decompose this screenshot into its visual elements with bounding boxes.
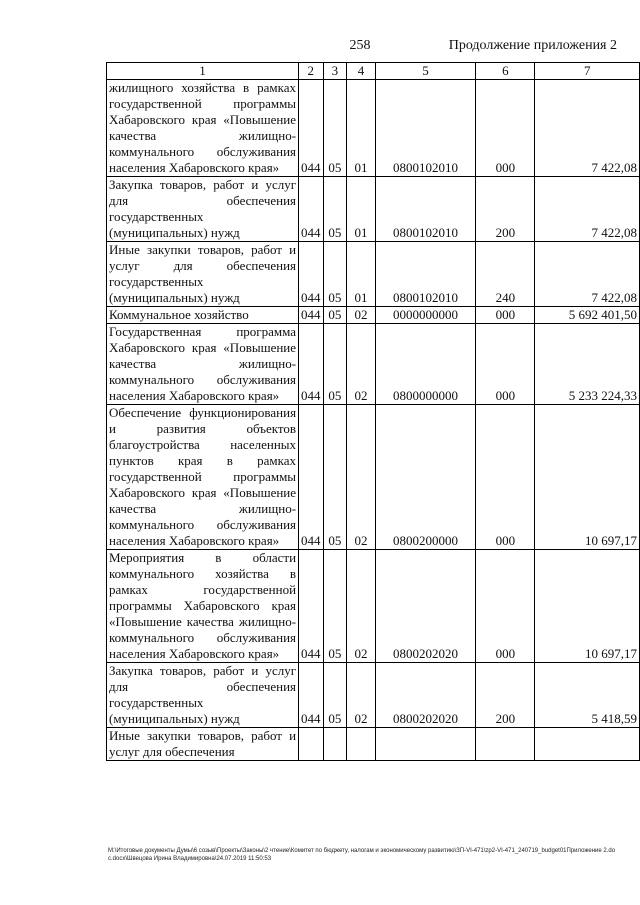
column-header: 7	[535, 63, 640, 80]
subsection-code: 02	[347, 550, 375, 663]
subsection-code	[347, 728, 375, 761]
column-header: 1	[107, 63, 299, 80]
amount	[535, 728, 640, 761]
continuation-label: Продолжение приложения 2	[448, 38, 617, 53]
ministry-code: 044	[299, 80, 324, 177]
row-name: Закупка товаров, работ и услуг для обеспечения государственных (муниципальных) нужд	[107, 663, 299, 728]
amount: 7 422,08	[535, 80, 640, 177]
column-number-row	[107, 63, 640, 80]
table-row	[107, 242, 640, 307]
table-row	[107, 405, 640, 550]
expense-type-code: 000	[476, 324, 535, 405]
amount: 5 692 401,50	[535, 307, 640, 324]
row-name: Обеспечение функционирования и развития объектов благоустройства населенных пунктов края в рамках государственной программы Хабаровского края «Повышение качества жилищно-коммунального обслуживания населения Хабаровского края»	[107, 405, 299, 550]
expense-type-code: 240	[476, 242, 535, 307]
section-code: 05	[323, 550, 347, 663]
section-code: 05	[323, 663, 347, 728]
table-row	[107, 307, 640, 324]
row-name: Государственная программа Хабаровского края «Повышение качества жилищно-коммунального обслуживания населения Хабаровского края»	[107, 324, 299, 405]
expense-type-code: 200	[476, 177, 535, 242]
subsection-code: 01	[347, 80, 375, 177]
expense-type-code: 000	[476, 405, 535, 550]
row-name: жилищного хозяйства в рамках государственной программы Хабаровского края «Повышение качества жилищно-коммунального обслуживания населения Хабаровского края»	[107, 80, 299, 177]
amount: 7 422,08	[535, 177, 640, 242]
expense-type-code: 200	[476, 663, 535, 728]
target-article-code: 0800202020	[375, 663, 475, 728]
table-row	[107, 728, 640, 761]
section-code: 05	[323, 177, 347, 242]
row-name: Закупка товаров, работ и услуг для обеспечения государственных (муниципальных) нужд	[107, 177, 299, 242]
target-article-code: 0800102010	[375, 80, 475, 177]
subsection-code: 02	[347, 307, 375, 324]
budget-table	[106, 62, 640, 761]
section-code: 05	[323, 242, 347, 307]
ministry-code: 044	[299, 324, 324, 405]
amount: 10 697,17	[535, 405, 640, 550]
ministry-code: 044	[299, 242, 324, 307]
subsection-code: 01	[347, 242, 375, 307]
subsection-code: 01	[347, 177, 375, 242]
ministry-code: 044	[299, 550, 324, 663]
ministry-code	[299, 728, 324, 761]
row-name: Коммунальное хозяйство	[107, 307, 299, 324]
ministry-code: 044	[299, 405, 324, 550]
subsection-code: 02	[347, 405, 375, 550]
section-code: 05	[323, 324, 347, 405]
column-header: 2	[299, 63, 324, 80]
target-article-code: 0800000000	[375, 324, 475, 405]
table-row	[107, 324, 640, 405]
column-header: 6	[476, 63, 535, 80]
target-article-code: 0800200000	[375, 405, 475, 550]
column-header: 4	[347, 63, 375, 80]
expense-type-code: 000	[476, 550, 535, 663]
target-article-code: 0800202020	[375, 550, 475, 663]
table-row	[107, 550, 640, 663]
target-article-code: 0800102010	[375, 242, 475, 307]
section-code: 05	[323, 307, 347, 324]
target-article-code	[375, 728, 475, 761]
expense-type-code	[476, 728, 535, 761]
subsection-code: 02	[347, 324, 375, 405]
page-number: 258	[349, 38, 371, 53]
ministry-code: 044	[299, 177, 324, 242]
ministry-code: 044	[299, 663, 324, 728]
table-row	[107, 80, 640, 177]
table-row	[107, 663, 640, 728]
column-header: 5	[375, 63, 475, 80]
target-article-code: 0800102010	[375, 177, 475, 242]
subsection-code: 02	[347, 663, 375, 728]
expense-type-code: 000	[476, 80, 535, 177]
expense-type-code: 000	[476, 307, 535, 324]
section-code	[323, 728, 347, 761]
row-name: Иные закупки товаров, работ и услуг для обеспечения государственных (муниципальных) нужд	[107, 242, 299, 307]
amount: 5 233 224,33	[535, 324, 640, 405]
table-row	[107, 177, 640, 242]
target-article-code: 0000000000	[375, 307, 475, 324]
ministry-code: 044	[299, 307, 324, 324]
row-name: Мероприятия в области коммунального хозяйства в рамках государственной программы Хабаровского края «Повышение качества жилищно-коммунального обслуживания населения Хабаровского края»	[107, 550, 299, 663]
amount: 5 418,59	[535, 663, 640, 728]
column-header: 3	[323, 63, 347, 80]
section-code: 05	[323, 405, 347, 550]
document-path-footer: М:\Итоговые документы Думы\6 созыв\Проекты\Законы\2 чтение\Комитет по бюджету, налогам и экономическому развитию\ЗП-VI-471\zp2-VI-471_240719_budget01Приложение 2.doc.docx\Швецова Ирина Владимировна\24.07.2019 11:50:53	[108, 848, 616, 862]
section-code: 05	[323, 80, 347, 177]
row-name: Иные закупки товаров, работ и услуг для обеспечения	[107, 728, 299, 761]
amount: 7 422,08	[535, 242, 640, 307]
amount: 10 697,17	[535, 550, 640, 663]
